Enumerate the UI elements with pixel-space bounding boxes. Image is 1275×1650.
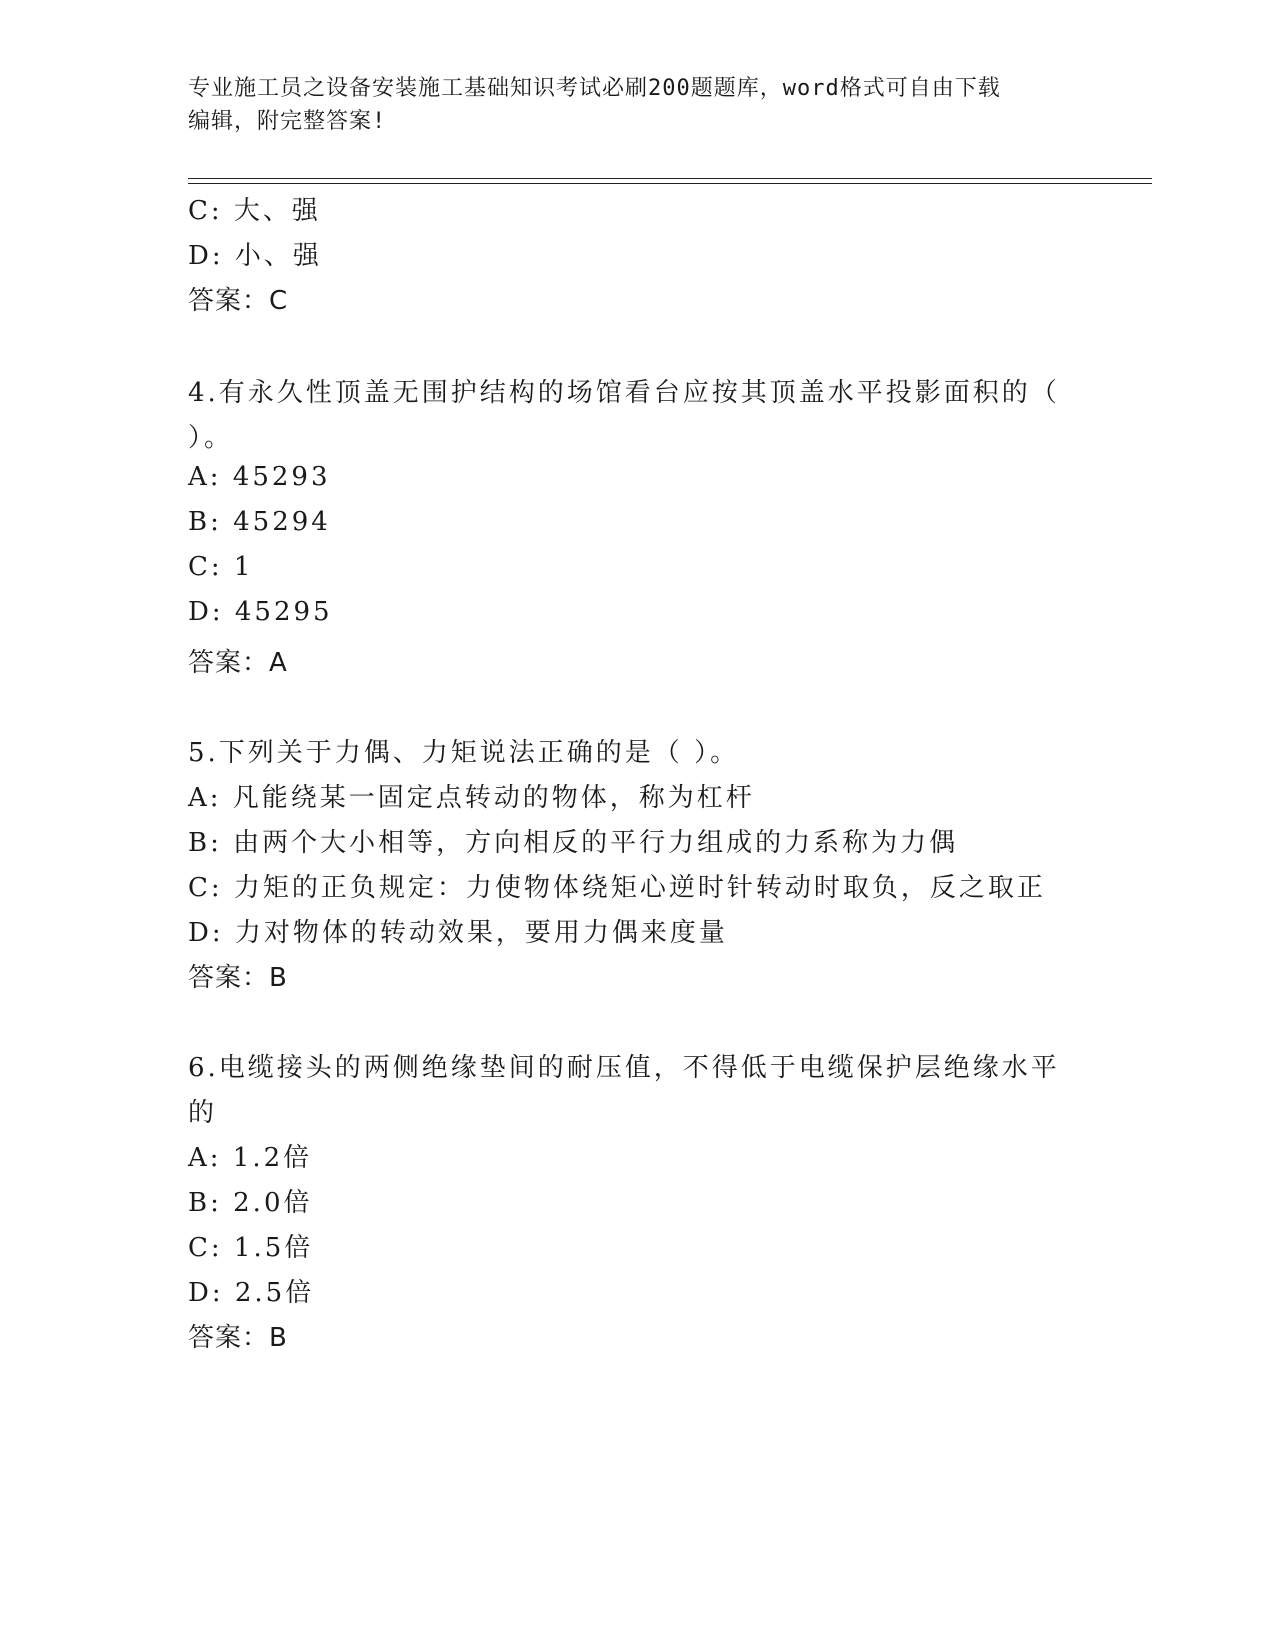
q4-answer: 答案：A [188,648,288,678]
document-header [188,72,1068,138]
q3-option-d: D: 小、强 [188,241,322,271]
q5-stem-line-1: 5.下列关于力偶、力矩说法正确的是（ ）。 [188,738,740,768]
q6-answer: 答案：B [188,1323,288,1353]
header-line-2: 编辑，附完整答案! [188,109,387,134]
header-line-1: 专业施工员之设备安装施工基础知识考试必刷200题题库，word格式可自由下载 [188,76,1001,101]
q6-stem-line-2: 的 [188,1098,218,1128]
header-divider-top [188,178,1152,179]
q4-stem-line-1: 4.有永久性顶盖无围护结构的场馆看台应按其顶盖水平投影面积的（ [188,378,1060,408]
q5-answer: 答案：B [188,963,288,993]
q5-option-b: B: 由两个大小相等，方向相反的平行力组成的力系称为力偶 [188,828,959,858]
q4-option-b: B: 45294 [188,507,331,537]
q5-option-c: C: 力矩的正负规定：力使物体绕矩心逆时针转动时取负，反之取正 [188,873,1046,903]
q6-option-c: C: 1.5倍 [188,1233,314,1263]
q4-option-c: C: 1 [188,552,254,582]
q6-option-d: D: 2.5倍 [188,1278,315,1308]
q5-option-a: A: 凡能绕某一固定点转动的物体，称为杠杆 [188,783,755,813]
q3-answer: 答案：C [188,286,289,316]
q6-option-b: B: 2.0倍 [188,1188,313,1218]
q5-option-d: D: 力对物体的转动效果，要用力偶来度量 [188,918,728,948]
q4-option-a: A: 45293 [188,462,331,492]
q6-stem-line-1: 6.电缆接头的两侧绝缘垫间的耐压值，不得低于电缆保护层绝缘水平 [188,1053,1060,1083]
q4-option-d: D: 45295 [188,597,333,627]
header-divider-bottom [188,183,1152,184]
q3-option-c: C: 大、强 [188,196,321,226]
q6-option-a: A: 1.2倍 [188,1143,313,1173]
q4-stem-line-2: ）。 [188,423,234,453]
